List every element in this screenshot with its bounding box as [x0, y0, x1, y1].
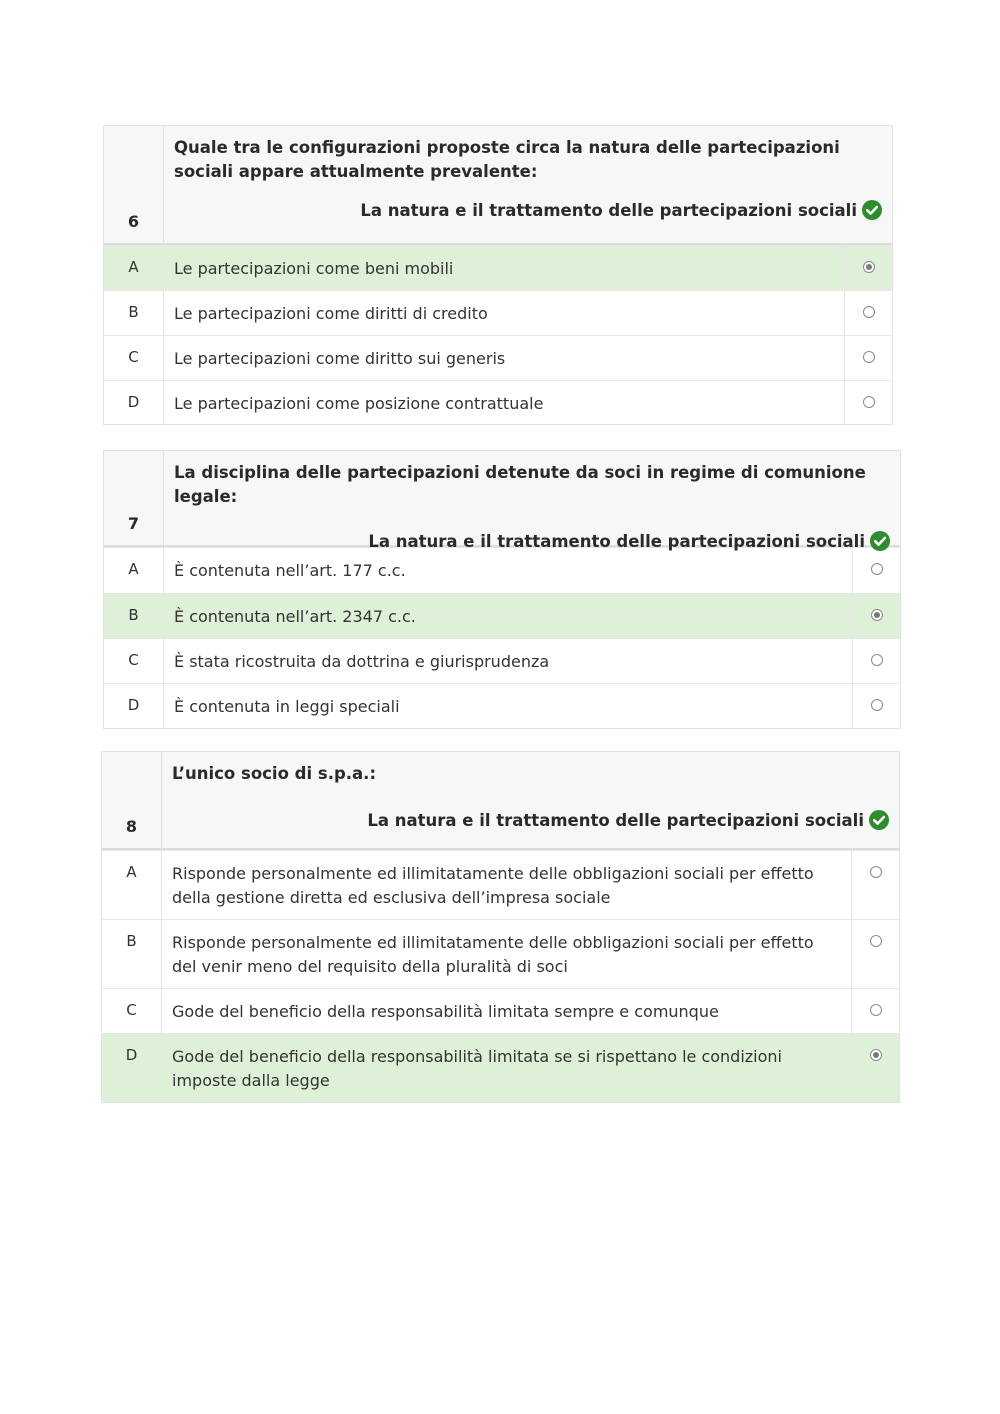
option-letter: A [104, 548, 164, 593]
option-text: Gode del beneficio della responsabilità limitata sempre e comunque [172, 1002, 719, 1021]
question-header [104, 451, 900, 551]
question-card-6 [103, 125, 893, 425]
option-row-b[interactable] [104, 290, 892, 335]
radio-button-icon[interactable] [870, 1004, 882, 1016]
check-circle-icon [869, 810, 889, 830]
radio-button-icon[interactable] [870, 935, 882, 947]
radio-button-icon[interactable] [871, 609, 883, 621]
radio-button-icon[interactable] [863, 351, 875, 363]
question-topic [174, 200, 882, 220]
question-header [102, 752, 899, 850]
option-letter: C [102, 989, 162, 1033]
radio-button-icon[interactable] [863, 261, 875, 273]
option-text: È stata ricostruita da dottrina e giurisprudenza [174, 652, 550, 671]
option-text: Risponde personalmente ed illimitatamente delle obbligazioni sociali per effetto della gestione diretta ed esclusiva dell’impresa sociale [172, 864, 814, 907]
option-letter: B [104, 594, 164, 638]
radio-button-icon[interactable] [871, 563, 883, 575]
question-topic-label: La natura e il trattamento delle partecipazioni sociali [360, 200, 857, 220]
radio-button-icon[interactable] [870, 1049, 882, 1061]
option-row-d[interactable] [102, 1033, 899, 1102]
radio-button-icon[interactable] [871, 699, 883, 711]
option-letter: A [102, 851, 162, 919]
question-text: La disciplina delle partecipazioni detenute da soci in regime di comunione legale: [174, 463, 866, 506]
option-row-a[interactable] [104, 547, 900, 593]
question-topic-label: La natura e il trattamento delle partecipazioni sociali [367, 810, 864, 830]
radio-button-icon[interactable] [863, 306, 875, 318]
option-row-c[interactable] [104, 638, 900, 683]
question-topic-label: La natura e il trattamento delle partecipazioni sociali [368, 531, 865, 551]
question-text: L’unico socio di s.p.a.: [172, 764, 377, 783]
radio-button-icon[interactable] [863, 396, 875, 408]
option-row-b[interactable] [104, 593, 900, 638]
option-text: È contenuta in leggi speciali [174, 697, 400, 716]
option-text: Le partecipazioni come diritti di credito [174, 304, 488, 323]
option-row-d[interactable] [104, 380, 892, 424]
check-circle-icon [862, 200, 882, 220]
option-row-a[interactable] [102, 850, 899, 919]
option-letter: C [104, 336, 164, 380]
option-text: Le partecipazioni come posizione contrattuale [174, 394, 544, 413]
option-letter: D [102, 1034, 162, 1102]
option-row-a[interactable] [104, 245, 892, 290]
option-text: Gode del beneficio della responsabilità limitata se si rispettano le condizioni imposte dalla legge [172, 1047, 782, 1090]
option-text: Le partecipazioni come beni mobili [174, 259, 454, 278]
option-row-b[interactable] [102, 919, 899, 988]
option-letter: D [104, 684, 164, 728]
option-text: Le partecipazioni come diritto sui generis [174, 349, 506, 368]
radio-button-icon[interactable] [871, 654, 883, 666]
option-letter: B [104, 291, 164, 335]
question-header [104, 126, 892, 245]
question-card-8 [101, 751, 900, 1103]
option-row-d[interactable] [104, 683, 900, 728]
option-text: Risponde personalmente ed illimitatamente delle obbligazioni sociali per effetto del venir meno del requisito della pluralità di soci [172, 933, 814, 976]
question-number: 6 [104, 126, 164, 243]
option-letter: B [102, 920, 162, 988]
option-text: È contenuta nell’art. 177 c.c. [174, 561, 406, 580]
option-text: È contenuta nell’art. 2347 c.c. [174, 607, 416, 626]
radio-button-icon[interactable] [870, 866, 882, 878]
option-letter: A [104, 246, 164, 290]
question-text: Quale tra le configurazioni proposte circa la natura delle partecipazioni sociali appare attualmente prevalente: [174, 138, 840, 181]
option-row-c[interactable] [104, 335, 892, 380]
question-topic [172, 810, 889, 830]
option-letter: D [104, 381, 164, 424]
option-row-c[interactable] [102, 988, 899, 1033]
question-card-7 [103, 450, 901, 729]
option-letter: C [104, 639, 164, 683]
question-number: 7 [104, 451, 164, 545]
question-number: 8 [102, 752, 162, 848]
